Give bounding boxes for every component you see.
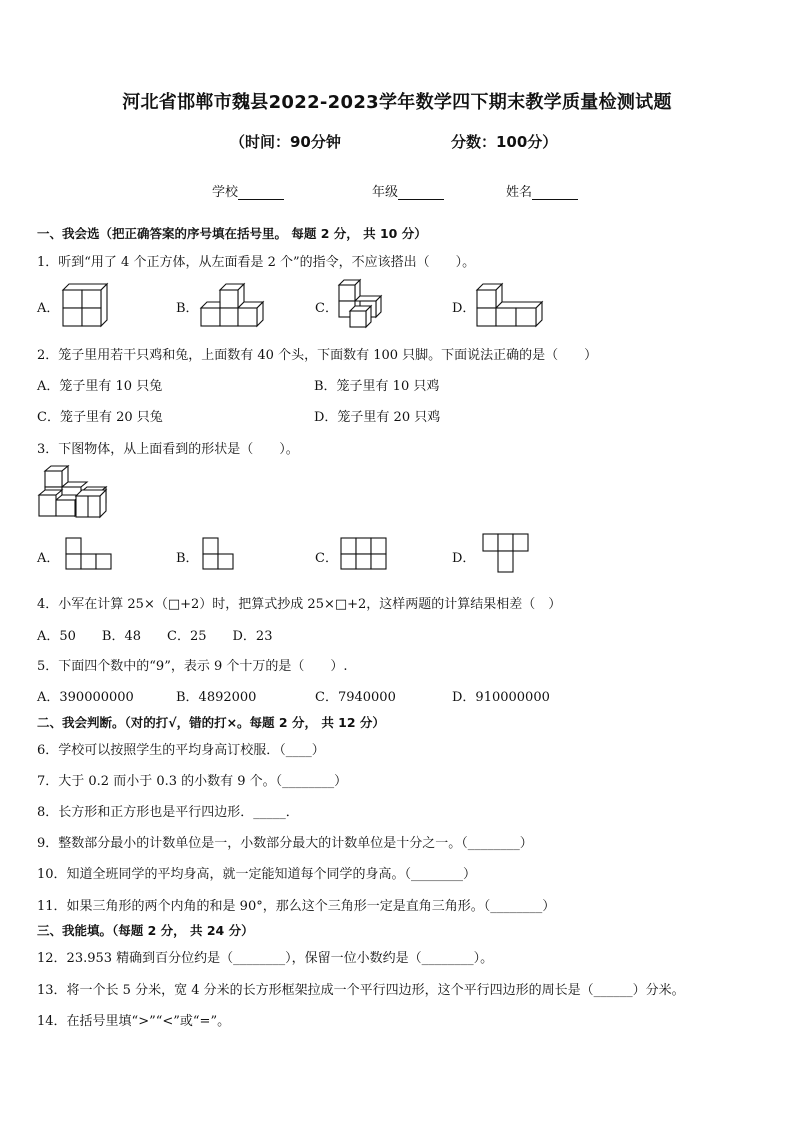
- section-1-heading: 一、我会选（把正确答案的序号填在括号里。 每题 2 分， 共 10 分）: [37, 226, 427, 241]
- q1-option-d[interactable]: D．: [452, 301, 476, 316]
- question-10: 10．知道全班同学的平均身高，就一定能知道每个同学的身高。（________）: [37, 867, 477, 882]
- q3-option-a[interactable]: A．: [37, 551, 60, 566]
- q3-figure-c: [340, 537, 390, 571]
- q1-option-a[interactable]: A．: [37, 301, 60, 316]
- question-14: 14．在括号里填“>”“<”或“=”。: [37, 1014, 231, 1029]
- section-3-heading: 三、我能填。（每题 2 分， 共 24 分）: [37, 923, 254, 938]
- q4-options[interactable]: A．50 B．48 C．25 D．23: [37, 629, 273, 644]
- school-field[interactable]: 学校: [212, 181, 284, 200]
- q3-figure-a: [65, 537, 113, 571]
- q1-figure-d: [476, 283, 544, 327]
- question-6: 6．学校可以按照学生的平均身高订校服．（____）: [37, 743, 325, 758]
- section-2-heading: 二、我会判断。（对的打√，错的打×。每题 2 分， 共 12 分）: [37, 715, 385, 730]
- q2-option-b[interactable]: B．笼子里有 10 只鸡: [314, 379, 440, 394]
- question-2: 2．笼子里用若干只鸡和兔，上面数有 40 个头，下面数有 100 只脚。下面说法正确的是（ ）: [37, 348, 598, 363]
- q2-option-c[interactable]: C．笼子里有 20 只兔: [37, 410, 163, 425]
- q3-option-c[interactable]: C．: [315, 551, 338, 566]
- question-8: 8．长方形和正方形也是平行四边形．_____．: [37, 805, 299, 820]
- q5-option-d[interactable]: D．910000000: [452, 690, 550, 705]
- q3-option-b[interactable]: B．: [176, 551, 199, 566]
- q3-solid-figure-right: [75, 489, 109, 519]
- q5-option-c[interactable]: C．7940000: [315, 690, 396, 705]
- q2-option-a[interactable]: A．笼子里有 10 只兔: [37, 379, 163, 394]
- question-9: 9．整数部分最小的计数单位是一，小数部分最大的计数单位是十分之一。（________）: [37, 836, 533, 851]
- q1-option-c[interactable]: C．: [315, 301, 338, 316]
- question-5: 5．下面四个数中的“9”，表示 9 个十万的是（ ）.: [37, 659, 348, 674]
- question-7: 7．大于 0.2 而小于 0.3 的小数有 9 个。（________）: [37, 774, 348, 789]
- question-11: 11．如果三角形的两个内角的和是 90°，那么这个三角形一定是直角三角形。（________）: [37, 899, 556, 914]
- grade-field[interactable]: 年级: [372, 181, 444, 200]
- q2-option-d[interactable]: D．笼子里有 20 只鸡: [314, 410, 441, 425]
- q5-option-b[interactable]: B．4892000: [176, 690, 257, 705]
- q3-figure-b: [202, 537, 236, 571]
- question-1: 1．听到“用了 4 个正方体，从左面看是 2 个”的指令，不应该搭出（ ）。: [37, 255, 476, 270]
- q1-figure-c: [338, 279, 388, 329]
- q1-figure-a: [62, 283, 108, 327]
- q3-option-d[interactable]: D．: [452, 551, 476, 566]
- question-13: 13．将一个长 5 分米，宽 4 分米的长方形框架拉成一个平行四边形，这个平行四边形的周长是（______）分米。: [37, 983, 685, 998]
- cube-icon: [63, 284, 107, 326]
- q5-option-a[interactable]: A．390000000: [37, 690, 134, 705]
- q1-option-b[interactable]: B．: [176, 301, 199, 316]
- question-4: 4．小军在计算 25×（□+2）时，把算式抄成 25×□+2，这样两题的计算结果相差（ ）: [37, 597, 562, 612]
- q3-figure-d: [482, 533, 532, 575]
- name-field[interactable]: 姓名: [506, 181, 578, 200]
- page-title: 河北省邯郸市魏县2022-2023学年数学四下期末教学质量检测试题: [122, 92, 672, 113]
- exam-time: （时间：90分钟: [230, 133, 341, 151]
- q1-figure-b: [200, 283, 266, 327]
- exam-score: 分数：100分）: [451, 133, 558, 151]
- question-3: 3．下图物体，从上面看到的形状是（ ）。: [37, 442, 299, 457]
- question-12: 12．23.953 精确到百分位约是（________），保留一位小数约是（________）。: [37, 951, 494, 966]
